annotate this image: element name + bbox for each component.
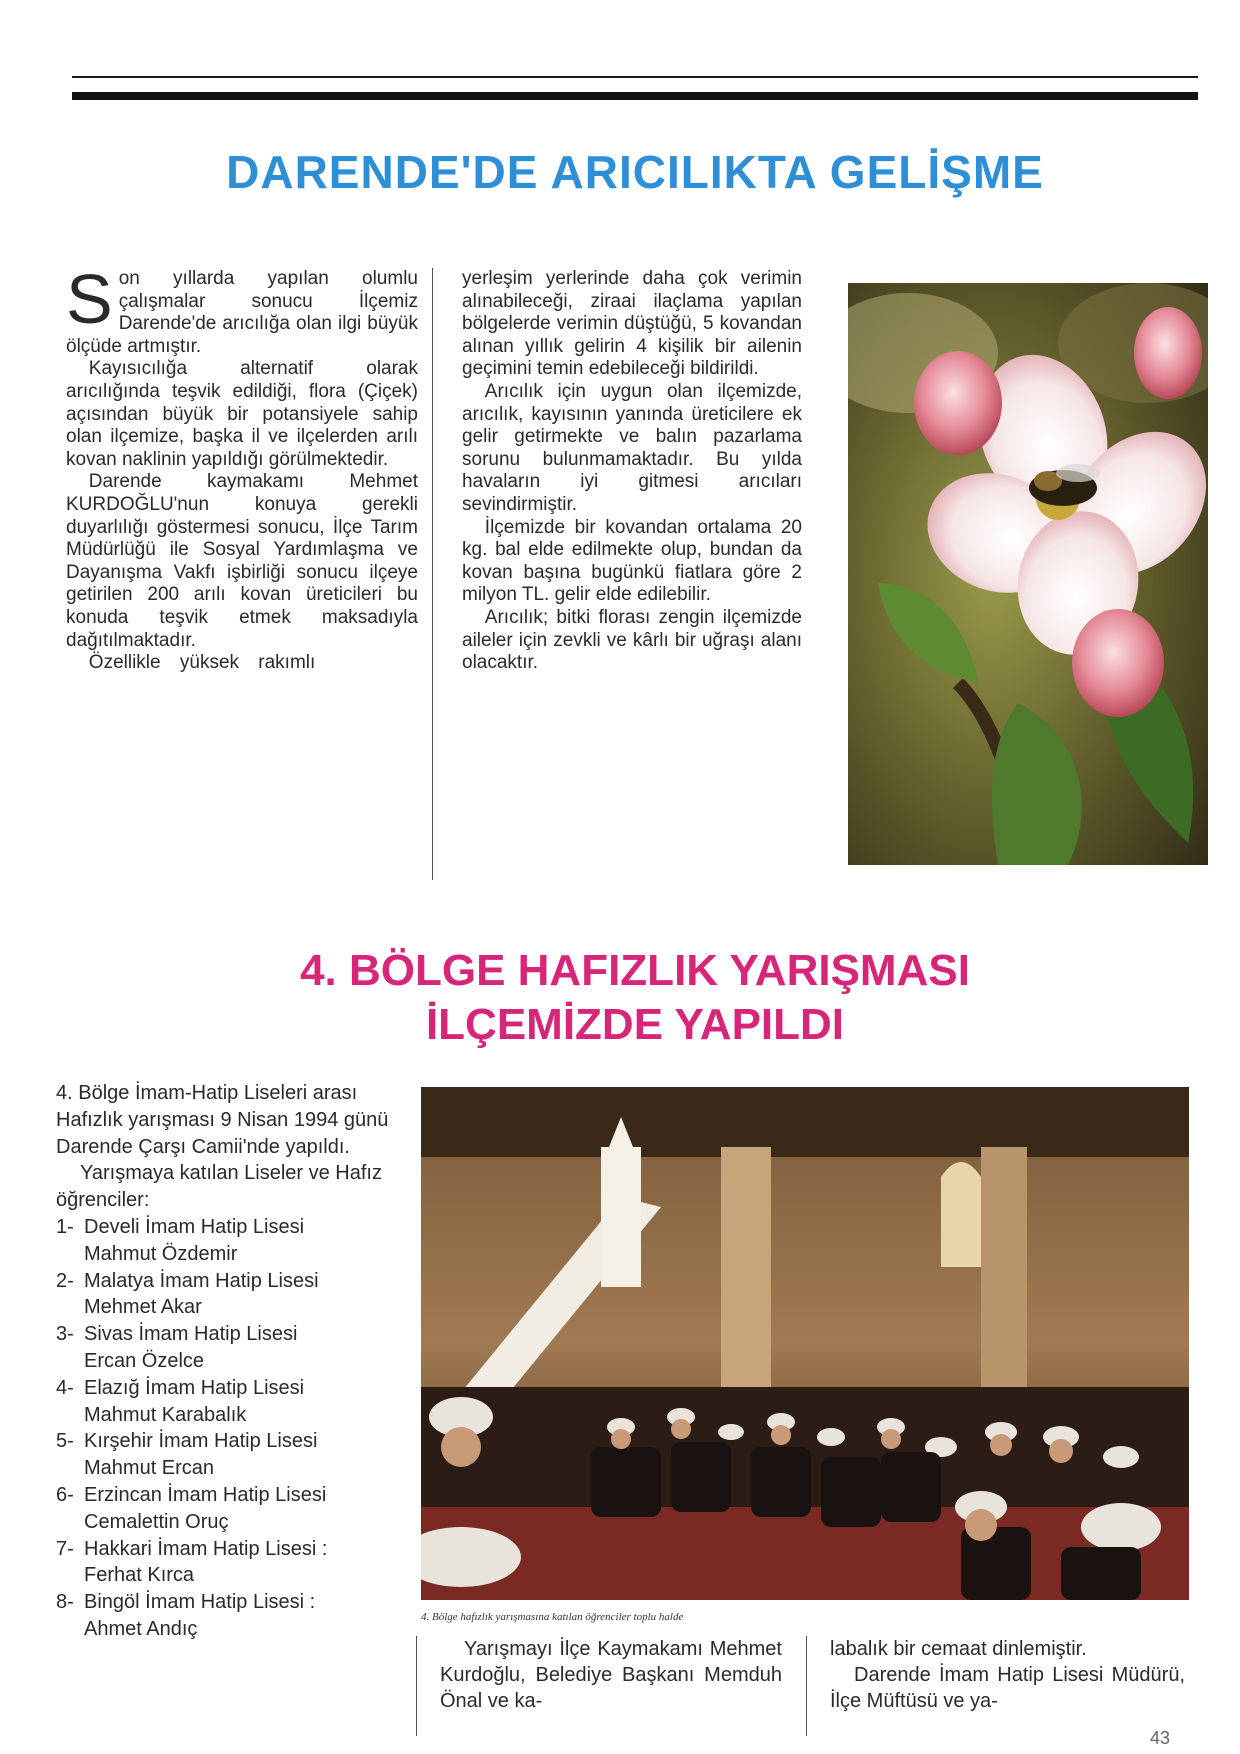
drop-cap: S (66, 260, 113, 338)
school-name: Hakkari İmam Hatip Lisesi : (84, 1537, 328, 1560)
item-number: 3- (56, 1323, 74, 1346)
top-rule-thick (72, 92, 1198, 100)
school-name: Kırşehir İmam Hatip Lisesi (84, 1430, 318, 1453)
student-name: Mehmet Akar (84, 1296, 202, 1319)
student-name: Ahmet Andıç (84, 1617, 198, 1640)
paragraph: 4. Bölge İmam-Hatip Liseleri arası Hafızlık yarışması 9 Nisan 1994 günü Darende Çarşı Camii'nde yapıldı. (56, 1082, 389, 1158)
column-divider (806, 1636, 807, 1736)
paragraph: Arıcılık için uygun olan ilçemizde, arıcılık, kayısının yanında üreticilere ek gelir getirmekte ve balın pazarlama sorunu bulunmamaktadır. Bu yılda havaların iyi gitmesi arıcıları sevindirmiştir. (462, 380, 802, 515)
article-1-column-2 (462, 268, 802, 675)
article-1-title: DARENDE'DE ARICILIKTA GELİŞME (226, 146, 1044, 198)
paragraph: Özellikle yüksek rakımlı (88, 652, 316, 674)
school-name: Bingöl İmam Hatip Lisesi : (84, 1591, 316, 1614)
list-item (56, 1482, 396, 1536)
student-name: Ercan Özelce (84, 1349, 205, 1372)
photo-caption: 4. Bölge hafızlık yarışmasına katılan öğrenciler toplu halde (421, 1611, 684, 1623)
paragraph: Arıcılık; bitki florası zengin ilçemizde aileler için zevkli ve kârlı bir uğraşı alanı olacaktır. (462, 606, 802, 674)
item-number: 4- (56, 1376, 74, 1399)
list-item (56, 1214, 396, 1268)
paragraph: İlçemizde bir kovandan ortalama 20 kg. bal elde edilmekte olup, bundan da kovan başına bugünkü fiatlara göre 2 milyon TL. gelir elde edilebilir. (462, 516, 802, 606)
participants-column (56, 1080, 396, 1643)
article-2-title (72, 944, 1198, 1052)
item-number: 8- (56, 1591, 74, 1614)
school-name: Sivas İmam Hatip Lisesi (84, 1323, 298, 1346)
student-name: Mahmut Karabalık (84, 1403, 247, 1426)
school-name: Develi İmam Hatip Lisesi (84, 1215, 305, 1238)
paragraph: Yarışmayı İlçe Kaymakamı Mehmet Kurdoğlu, Belediye Başkanı Memduh Önal ve ka- (440, 1638, 782, 1712)
top-rule-thin (72, 76, 1198, 78)
item-number: 2- (56, 1269, 74, 1292)
list-item (56, 1375, 396, 1429)
item-number: 5- (56, 1430, 74, 1453)
paragraph: labalık bir cemaat dinlemiştir. (830, 1638, 1087, 1660)
article-1-column-1 (66, 260, 418, 675)
paragraph: Kayısıcılığa alternatif olarak arıcılığında teşvik edildiği, flora (Çiçek) açısından büyük bir potansiyele sahip olan ilçemize, başka il ve ilçelerden arılı kovan naklinin yapıldığı görülmektedir. (66, 358, 418, 470)
student-name: Ferhat Kırca (84, 1564, 195, 1587)
paragraph: yerleşim yerlerinde daha çok verimin alınabileceği, ziraai ilaçlama yapılan bölgelerde verimin düştüğü, 5 kovandan alınan yıllık gelirin 4 kişilik bir ailenin geçimini temin edebileceği bildirildi. (462, 268, 802, 380)
mosque-competition-photo (421, 1087, 1189, 1600)
column-divider (416, 1636, 417, 1736)
flower-bee-image (848, 283, 1208, 865)
participants-list (56, 1214, 396, 1643)
paragraph: Darende İmam Hatip Lisesi Müdürü, İlçe Müftüsü ve ya- (830, 1664, 1185, 1712)
mosque-crowd-image (421, 1087, 1189, 1600)
flower-bee-photo (848, 283, 1208, 865)
paragraph: on yıllarda yapılan olumlu çalışmalar sonucu İlçemiz Darende'de arıcılığa olan ilgi büyük ölçüde artmıştır. (66, 268, 418, 357)
list-intro: Yarışmaya katılan Liseler ve Hafız öğrenciler: (56, 1162, 382, 1212)
item-number: 1- (56, 1215, 74, 1238)
item-number: 6- (56, 1483, 74, 1506)
article-2-column-2 (440, 1636, 782, 1714)
school-name: Erzincan İmam Hatip Lisesi (84, 1483, 327, 1506)
student-name: Cemalettin Oruç (84, 1510, 229, 1533)
school-name: Malatya İmam Hatip Lisesi (84, 1269, 319, 1292)
article-2-title-line-2: İLÇEMİZDE YAPILDI (425, 1000, 845, 1049)
list-item (56, 1536, 396, 1590)
list-item (56, 1321, 396, 1375)
school-name: Elazığ İmam Hatip Lisesi (84, 1376, 305, 1399)
list-item (56, 1589, 396, 1643)
item-number: 7- (56, 1537, 74, 1560)
list-item (56, 1268, 396, 1322)
student-name: Mahmut Özdemir (84, 1242, 238, 1265)
paragraph: Darende kaymakamı Mehmet KURDOĞLU'nun konuya gerekli duyarlılığı göstermesi sonucu, İlçe Tarım Müdürlüğü ile Sosyal Yardımlaşma ve Dayanışma Vakfı işbirliği sonucu ilçeye getirilen 200 arılı kovan üreticileri bu konuda teşvik etmek maksadıyla dağıtılmaktadır. (66, 471, 418, 651)
column-divider (432, 268, 433, 880)
article-2-column-3 (830, 1636, 1185, 1714)
article-2-title-line-1: 4. BÖLGE HAFIZLIK YARIŞMASI (300, 946, 970, 995)
list-item (56, 1428, 396, 1482)
student-name: Mahmut Ercan (84, 1457, 215, 1480)
page-number: 43 (1150, 1728, 1171, 1748)
